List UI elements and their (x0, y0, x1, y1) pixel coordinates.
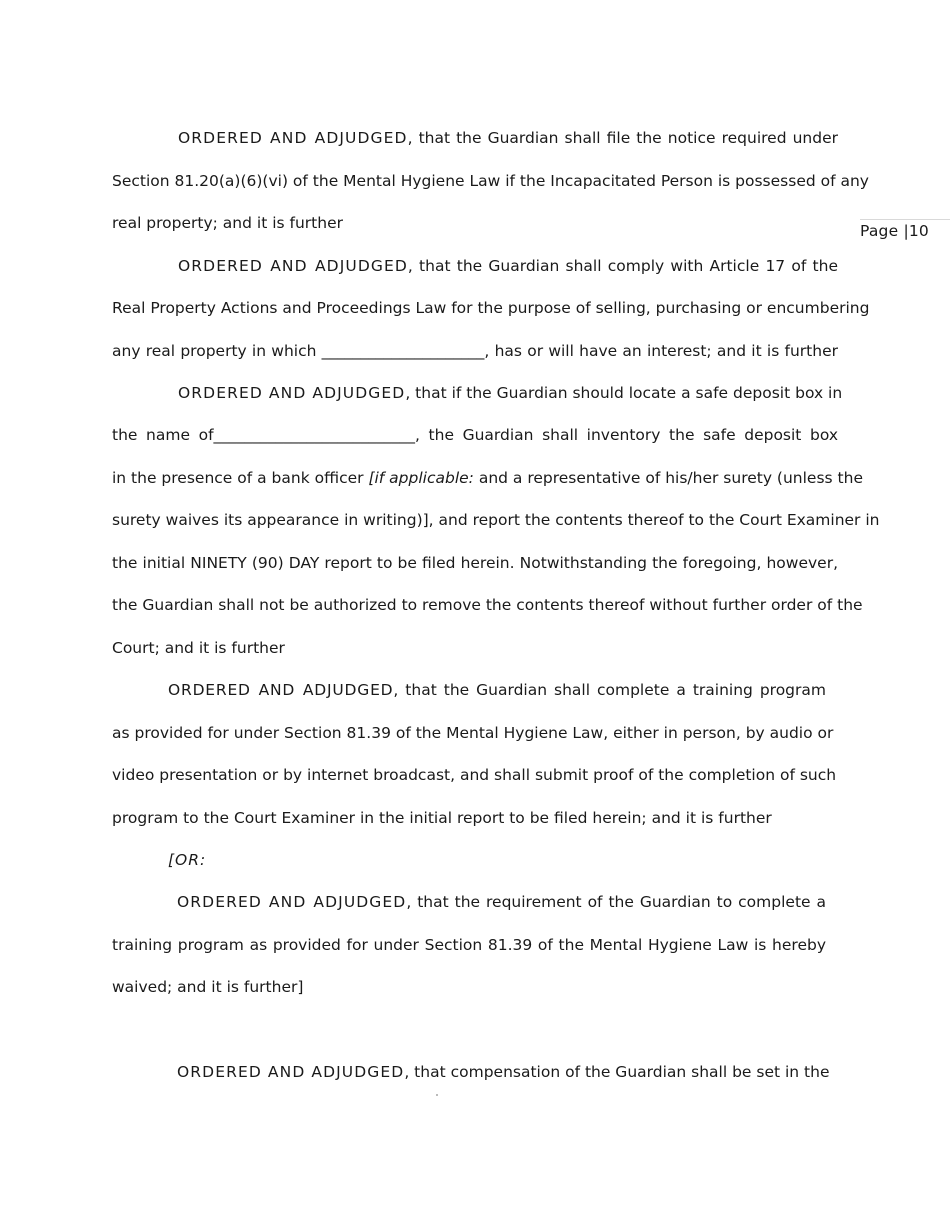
paragraph-4-line-2: as provided for under Section 81.39 of the Mental Hygiene Law, either in person, by audio or (112, 724, 834, 742)
paragraph-1-line-3: real property; and it is further (112, 214, 343, 232)
paragraph-4-line-4: program to the Court Examiner in the initial report to be filed herein; and it is further (112, 809, 772, 827)
paragraph-4-line-1: ORDERED AND ADJUDGED, that the Guardian shall complete a training program (168, 681, 826, 699)
paragraph-3-line-4: surety waives its appearance in writing)], and report the contents thereof to the Court Examiner in (112, 511, 880, 529)
ordered-adjudged-phrase: ORDERED AND ADJUDGED (178, 129, 408, 147)
ordered-adjudged-phrase: ORDERED AND ADJUDGED (168, 681, 394, 699)
paragraph-4-line-3: video presentation or by internet broadcast, and shall submit proof of the completion of such (112, 766, 837, 784)
page-label: Page | (860, 222, 909, 240)
paragraph-1-line-2: Section 81.20(a)(6)(vi) of the Mental Hygiene Law if the Incapacitated Person is possessed of any (112, 172, 869, 190)
ordered-adjudged-phrase: ORDERED AND ADJUDGED (177, 893, 407, 911)
page-header (860, 219, 950, 240)
ordered-adjudged-phrase: ORDERED AND ADJUDGED (178, 257, 408, 275)
paragraph-3-line-6: the Guardian shall not be authorized to remove the contents thereof without further order of the (112, 596, 863, 614)
paragraph-2-line-2: Real Property Actions and Proceedings Law for the purpose of selling, purchasing or encumbering (112, 299, 870, 317)
paragraph-3-line-5: the initial NINETY (90) DAY report to be filed herein. Notwithstanding the foregoing, however, (112, 554, 838, 572)
ordered-adjudged-phrase: ORDERED AND ADJUDGED (178, 384, 406, 402)
paragraph-2-line-3: any real property in which _____________________, has or will have an interest; and it is further (112, 342, 838, 360)
paragraph-3-line-3: in the presence of a bank officer [if applicable: and a representative of his/her surety (unless the (112, 469, 863, 487)
page-mark (436, 1094, 438, 1096)
ordered-adjudged-phrase: ORDERED AND ADJUDGED (177, 1063, 405, 1081)
if-applicable-note: [if applicable: (368, 469, 474, 487)
paragraph-3-line-2: the name of__________________________, the Guardian shall inventory the safe deposit box (112, 426, 838, 444)
paragraph-2-line-1: ORDERED AND ADJUDGED, that the Guardian shall comply with Article 17 of the (178, 257, 838, 275)
page-number: 10 (908, 222, 929, 240)
or-marker: [OR: (168, 851, 207, 869)
paragraph-1-line-1: ORDERED AND ADJUDGED, that the Guardian shall file the notice required under (178, 129, 838, 147)
paragraph-5-line-2: training program as provided for under Section 81.39 of the Mental Hygiene Law is hereby (112, 936, 826, 954)
paragraph-5-line-1: ORDERED AND ADJUDGED, that the requirement of the Guardian to complete a (177, 893, 826, 911)
paragraph-6-line-1: ORDERED AND ADJUDGED, that compensation of the Guardian shall be set in the (177, 1063, 830, 1081)
paragraph-5-line-3: waived; and it is further] (112, 978, 304, 996)
paragraph-3-line-1: ORDERED AND ADJUDGED, that if the Guardian should locate a safe deposit box in (178, 384, 843, 402)
paragraph-3-line-7: Court; and it is further (112, 639, 285, 657)
